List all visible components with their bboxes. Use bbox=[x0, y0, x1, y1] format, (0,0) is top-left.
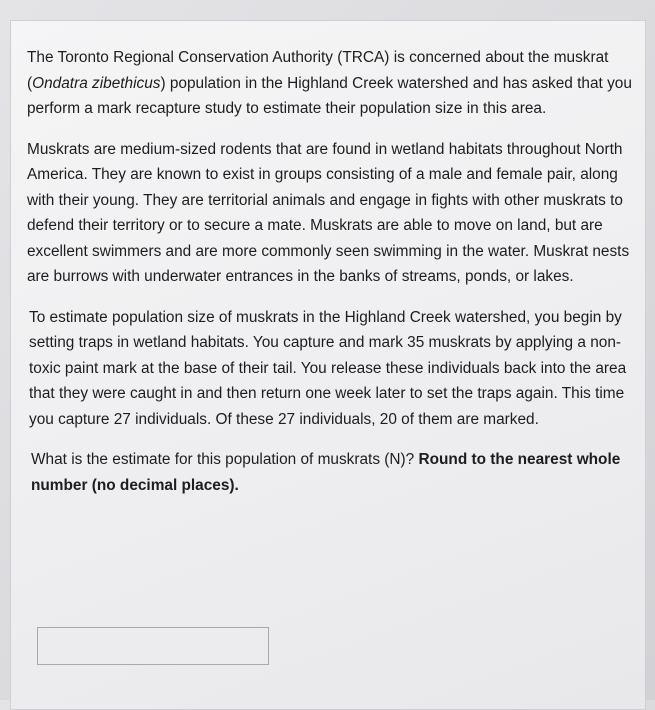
species-name: Ondatra zibethicus bbox=[32, 74, 161, 92]
question-card bbox=[10, 20, 646, 710]
background-paragraph: Muskrats are medium-sized rodents that are found in wetland habitats throughout North America. They are known to exist in groups consisting of a male and female pair, along with their young. They are territorial animals and engage in fights with other muskrats to defend their territory or to secure a mate. Muskrats are able to move on land, but are excellent swimmers and are more commonly seen swimming in the water. Muskrat nests are burrows with underwater entrances in the banks of streams, ponds, or lakes. bbox=[27, 140, 630, 285]
question-prompt bbox=[27, 447, 633, 498]
intro-text-end: ) population in the Highland Creek watershed and has asked that you perform a mark recapture study to estimate their population size in this area. bbox=[27, 74, 632, 117]
intro-text-start: The Toronto Regional Conservation Authority (TRCA) is concerned about the muskrat ( bbox=[27, 49, 609, 92]
answer-input[interactable] bbox=[37, 627, 269, 665]
intro-paragraph bbox=[27, 45, 633, 122]
rounding-instruction: Round to the nearest whole number (no decimal places). bbox=[31, 451, 621, 494]
prompt-text: What is the estimate for this population of muskrats (N)? bbox=[31, 451, 419, 468]
method-paragraph: To estimate population size of muskrats in the Highland Creek watershed, you begin by setting traps in wetland habitats. You capture and mark 35 muskrats by applying a non-toxic paint mark at the base of their tail. You release these individuals back into the area that they were caught in and then return one week later to set the traps again. This time you capture 27 individuals. Of these 27 individuals, 20 of them are marked. bbox=[29, 308, 627, 428]
question-text bbox=[27, 45, 633, 514]
